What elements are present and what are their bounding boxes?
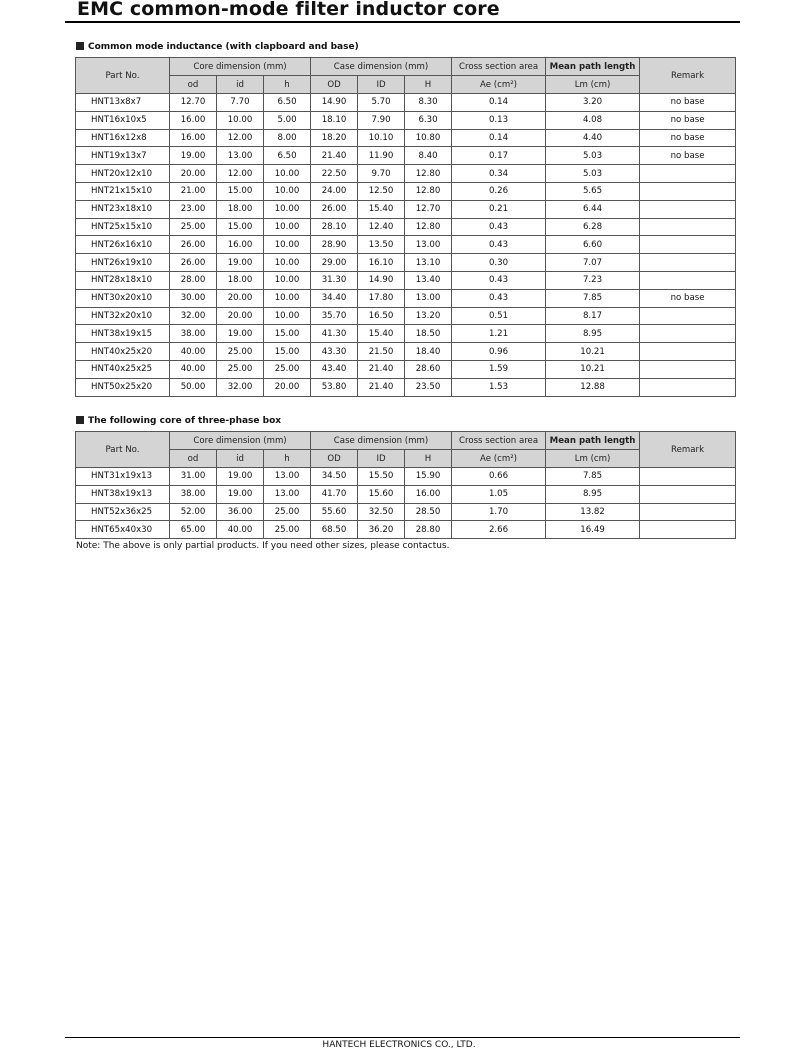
cell-part-no: HNT26x16x10 [76,236,170,254]
common-mode-table [75,57,736,397]
cell-core-od: 23.00 [170,200,217,218]
cell-part-no: HNT16x10x5 [76,111,170,129]
cell-case-id: 15.50 [358,468,405,486]
header-case-h: H [405,76,452,94]
header-id: id [217,450,264,468]
table-row [76,218,736,236]
cell-remark [640,360,736,378]
cell-remark [640,271,736,289]
cell-case-h: 18.40 [405,343,452,361]
cell-remark [640,218,736,236]
header-core-dimension: Core dimension (mm) [170,58,311,76]
header-lm: Lm (cm) [546,76,640,94]
section-title-common-mode [76,42,359,52]
cell-case-id: 16.50 [358,307,405,325]
cell-ae: 0.14 [452,94,546,112]
cell-case-od: 14.90 [311,94,358,112]
cell-part-no: HNT40x25x25 [76,360,170,378]
footer-divider [65,1037,740,1038]
cell-case-id: 17.80 [358,289,405,307]
header-cross-section: Cross section area [452,432,546,450]
header-part-no: Part No. [76,432,170,468]
cell-core-od: 32.00 [170,307,217,325]
cell-ae: 0.21 [452,200,546,218]
company-footer: HANTECH ELECTRONICS CO., LTD. [322,1040,476,1050]
cell-case-h: 23.50 [405,378,452,396]
header-cross-section: Cross section area [452,58,546,76]
cell-case-h: 8.30 [405,94,452,112]
cell-core-h: 10.00 [264,182,311,200]
cell-remark [640,378,736,396]
header-core-dimension: Core dimension (mm) [170,432,311,450]
table-row [76,200,736,218]
header-part-no: Part No. [76,58,170,94]
cell-case-od: 21.40 [311,147,358,165]
header-case-id: ID [358,76,405,94]
cell-case-od: 29.00 [311,254,358,272]
cell-part-no: HNT65x40x30 [76,521,170,539]
cell-remark: no base [640,94,736,112]
cell-lm: 16.49 [546,521,640,539]
cell-part-no: HNT13x8x7 [76,94,170,112]
cell-ae: 1.21 [452,325,546,343]
cell-core-id: 18.00 [217,200,264,218]
cell-core-id: 19.00 [217,325,264,343]
cell-part-no: HNT30x20x10 [76,289,170,307]
cell-remark [640,165,736,183]
cell-part-no: HNT31x19x13 [76,468,170,486]
cell-ae: 1.05 [452,485,546,503]
cell-core-id: 36.00 [217,503,264,521]
cell-lm: 3.20 [546,94,640,112]
cell-lm: 8.95 [546,325,640,343]
cell-core-h: 10.00 [264,271,311,289]
cell-core-od: 31.00 [170,468,217,486]
cell-core-id: 20.00 [217,307,264,325]
table-row [76,343,736,361]
cell-remark [640,485,736,503]
cell-core-od: 28.00 [170,271,217,289]
cell-core-h: 6.50 [264,147,311,165]
cell-remark [640,503,736,521]
title-divider [65,21,740,23]
cell-core-h: 13.00 [264,485,311,503]
cell-case-od: 68.50 [311,521,358,539]
cell-ae: 0.43 [452,289,546,307]
cell-part-no: HNT23x18x10 [76,200,170,218]
cell-case-h: 13.00 [405,236,452,254]
cell-lm: 8.17 [546,307,640,325]
header-remark: Remark [640,432,736,468]
cell-core-id: 13.00 [217,147,264,165]
cell-case-od: 34.50 [311,468,358,486]
cell-part-no: HNT19x13x7 [76,147,170,165]
cell-case-od: 24.00 [311,182,358,200]
cell-core-h: 6.50 [264,94,311,112]
cell-part-no: HNT40x25x20 [76,343,170,361]
cell-core-id: 15.00 [217,182,264,200]
cell-core-od: 40.00 [170,360,217,378]
cell-core-id: 19.00 [217,485,264,503]
cell-part-no: HNT52x36x25 [76,503,170,521]
cell-core-id: 40.00 [217,521,264,539]
three-phase-table-body [76,468,736,539]
cell-core-id: 19.00 [217,254,264,272]
cell-remark [640,325,736,343]
square-bullet-icon [76,42,84,50]
cell-case-id: 36.20 [358,521,405,539]
cell-remark [640,307,736,325]
cell-ae: 0.43 [452,271,546,289]
cell-case-id: 15.60 [358,485,405,503]
cell-core-id: 19.00 [217,468,264,486]
cell-lm: 8.95 [546,485,640,503]
cell-ae: 0.17 [452,147,546,165]
cell-case-id: 21.50 [358,343,405,361]
cell-core-id: 18.00 [217,271,264,289]
cell-ae: 1.53 [452,378,546,396]
cell-case-od: 28.90 [311,236,358,254]
cell-core-h: 10.00 [264,236,311,254]
cell-case-h: 28.50 [405,503,452,521]
cell-remark [640,254,736,272]
cell-lm: 13.82 [546,503,640,521]
header-h: h [264,450,311,468]
cell-case-id: 12.50 [358,182,405,200]
cell-case-id: 7.90 [358,111,405,129]
cell-case-od: 28.10 [311,218,358,236]
header-ae: Ae (cm²) [452,76,546,94]
cell-core-od: 20.00 [170,165,217,183]
cell-core-od: 16.00 [170,111,217,129]
header-id: id [217,76,264,94]
cell-case-h: 12.80 [405,218,452,236]
cell-case-od: 43.40 [311,360,358,378]
cell-core-h: 10.00 [264,307,311,325]
cell-part-no: HNT16x12x8 [76,129,170,147]
cell-core-h: 13.00 [264,468,311,486]
cell-core-id: 12.00 [217,165,264,183]
header-case-od: OD [311,450,358,468]
cell-core-id: 32.00 [217,378,264,396]
table-row [76,94,736,112]
cell-case-h: 15.90 [405,468,452,486]
cell-core-h: 25.00 [264,521,311,539]
cell-core-h: 10.00 [264,165,311,183]
header-case-h: H [405,450,452,468]
cell-core-od: 65.00 [170,521,217,539]
cell-remark: no base [640,129,736,147]
cell-case-od: 53.80 [311,378,358,396]
cell-core-id: 10.00 [217,111,264,129]
cell-case-od: 41.70 [311,485,358,503]
table-row [76,182,736,200]
cell-core-od: 12.70 [170,94,217,112]
cell-lm: 10.21 [546,360,640,378]
cell-core-h: 20.00 [264,378,311,396]
header-h: h [264,76,311,94]
cell-part-no: HNT21x15x10 [76,182,170,200]
cell-core-id: 12.00 [217,129,264,147]
cell-lm: 6.44 [546,200,640,218]
cell-case-id: 9.70 [358,165,405,183]
cell-case-od: 26.00 [311,200,358,218]
cell-ae: 2.66 [452,521,546,539]
header-mean-path: Mean path length [546,432,640,450]
table-row [76,147,736,165]
cell-core-id: 15.00 [217,218,264,236]
cell-lm: 10.21 [546,343,640,361]
cell-case-h: 18.50 [405,325,452,343]
cell-core-od: 21.00 [170,182,217,200]
cell-lm: 7.07 [546,254,640,272]
cell-case-h: 13.10 [405,254,452,272]
table-row [76,165,736,183]
table-row [76,111,736,129]
cell-case-id: 21.40 [358,360,405,378]
table-row [76,503,736,521]
cell-lm: 12.88 [546,378,640,396]
cell-lm: 7.85 [546,289,640,307]
cell-case-h: 28.80 [405,521,452,539]
cell-ae: 0.34 [452,165,546,183]
header-case-id: ID [358,450,405,468]
cell-core-od: 25.00 [170,218,217,236]
cell-ae: 0.43 [452,218,546,236]
cell-core-od: 38.00 [170,485,217,503]
cell-case-h: 8.40 [405,147,452,165]
cell-case-od: 41.30 [311,325,358,343]
cell-case-id: 13.50 [358,236,405,254]
cell-core-od: 16.00 [170,129,217,147]
cell-lm: 7.85 [546,468,640,486]
cell-case-id: 5.70 [358,94,405,112]
cell-remark: no base [640,289,736,307]
cell-core-od: 52.00 [170,503,217,521]
cell-core-od: 19.00 [170,147,217,165]
cell-case-h: 13.40 [405,271,452,289]
cell-case-h: 13.00 [405,289,452,307]
cell-core-id: 25.00 [217,360,264,378]
cell-part-no: HNT20x12x10 [76,165,170,183]
cell-lm: 7.23 [546,271,640,289]
cell-case-h: 16.00 [405,485,452,503]
cell-core-h: 10.00 [264,218,311,236]
cell-case-id: 14.90 [358,271,405,289]
cell-core-h: 25.00 [264,503,311,521]
cell-ae: 1.59 [452,360,546,378]
three-phase-table [75,431,736,539]
cell-case-h: 12.70 [405,200,452,218]
cell-core-od: 26.00 [170,236,217,254]
table-row [76,236,736,254]
square-bullet-icon [76,416,84,424]
cell-core-h: 15.00 [264,325,311,343]
table-row [76,325,736,343]
cell-core-id: 25.00 [217,343,264,361]
header-case-dimension: Case dimension (mm) [311,58,452,76]
cell-part-no: HNT25x15x10 [76,218,170,236]
cell-case-od: 22.50 [311,165,358,183]
cell-case-od: 34.40 [311,289,358,307]
cell-case-id: 15.40 [358,200,405,218]
table-row [76,360,736,378]
cell-part-no: HNT38x19x13 [76,485,170,503]
cell-part-no: HNT38x19x15 [76,325,170,343]
cell-core-od: 38.00 [170,325,217,343]
cell-case-h: 13.20 [405,307,452,325]
cell-case-od: 55.60 [311,503,358,521]
cell-core-h: 10.00 [264,200,311,218]
table-row [76,485,736,503]
cell-lm: 4.08 [546,111,640,129]
cell-ae: 0.13 [452,111,546,129]
cell-case-od: 43.30 [311,343,358,361]
cell-case-id: 11.90 [358,147,405,165]
cell-ae: 0.96 [452,343,546,361]
cell-case-od: 18.20 [311,129,358,147]
cell-case-od: 35.70 [311,307,358,325]
cell-remark [640,182,736,200]
table-row [76,289,736,307]
cell-case-od: 18.10 [311,111,358,129]
cell-ae: 1.70 [452,503,546,521]
cell-part-no: HNT28x18x10 [76,271,170,289]
cell-case-h: 12.80 [405,182,452,200]
cell-case-od: 31.30 [311,271,358,289]
cell-core-od: 30.00 [170,289,217,307]
header-ae: Ae (cm²) [452,450,546,468]
footnote: Note: The above is only partial products. If you need other sizes, please contactus. [76,541,450,551]
cell-remark [640,521,736,539]
cell-core-h: 15.00 [264,343,311,361]
cell-case-id: 12.40 [358,218,405,236]
table-row [76,129,736,147]
cell-remark: no base [640,111,736,129]
cell-core-h: 10.00 [264,254,311,272]
cell-part-no: HNT26x19x10 [76,254,170,272]
cell-case-id: 10.10 [358,129,405,147]
header-lm: Lm (cm) [546,450,640,468]
cell-core-h: 8.00 [264,129,311,147]
table-row [76,254,736,272]
header-od: od [170,450,217,468]
cell-case-id: 21.40 [358,378,405,396]
cell-case-id: 15.40 [358,325,405,343]
cell-core-id: 16.00 [217,236,264,254]
cell-part-no: HNT50x25x20 [76,378,170,396]
page-title: EMC common-mode filter inductor core [77,0,500,20]
cell-core-h: 5.00 [264,111,311,129]
cell-core-h: 10.00 [264,289,311,307]
table-row [76,271,736,289]
cell-ae: 0.30 [452,254,546,272]
cell-core-id: 7.70 [217,94,264,112]
cell-ae: 0.43 [452,236,546,254]
header-mean-path: Mean path length [546,58,640,76]
cell-remark [640,200,736,218]
cell-ae: 0.51 [452,307,546,325]
table-row [76,307,736,325]
cell-core-od: 26.00 [170,254,217,272]
table-row [76,521,736,539]
cell-lm: 5.03 [546,147,640,165]
header-case-od: OD [311,76,358,94]
table-row [76,378,736,396]
header-od: od [170,76,217,94]
header-remark: Remark [640,58,736,94]
cell-case-h: 10.80 [405,129,452,147]
cell-part-no: HNT32x20x10 [76,307,170,325]
cell-case-h: 6.30 [405,111,452,129]
cell-lm: 5.03 [546,165,640,183]
cell-core-od: 40.00 [170,343,217,361]
cell-core-od: 50.00 [170,378,217,396]
cell-ae: 0.26 [452,182,546,200]
cell-lm: 6.60 [546,236,640,254]
cell-case-id: 16.10 [358,254,405,272]
cell-case-id: 32.50 [358,503,405,521]
section-title-text: The following core of three-phase box [88,416,282,426]
cell-core-h: 25.00 [264,360,311,378]
cell-case-h: 28.60 [405,360,452,378]
cell-core-id: 20.00 [217,289,264,307]
table-row [76,468,736,486]
cell-lm: 4.40 [546,129,640,147]
cell-remark: no base [640,147,736,165]
cell-remark [640,236,736,254]
cell-remark [640,343,736,361]
section-title-text: Common mode inductance (with clapboard and base) [88,42,359,52]
cell-ae: 0.14 [452,129,546,147]
cell-lm: 5.65 [546,182,640,200]
cell-lm: 6.28 [546,218,640,236]
common-mode-table-body [76,94,736,397]
section-title-three-phase [76,416,281,426]
header-case-dimension: Case dimension (mm) [311,432,452,450]
cell-case-h: 12.80 [405,165,452,183]
cell-remark [640,468,736,486]
cell-ae: 0.66 [452,468,546,486]
